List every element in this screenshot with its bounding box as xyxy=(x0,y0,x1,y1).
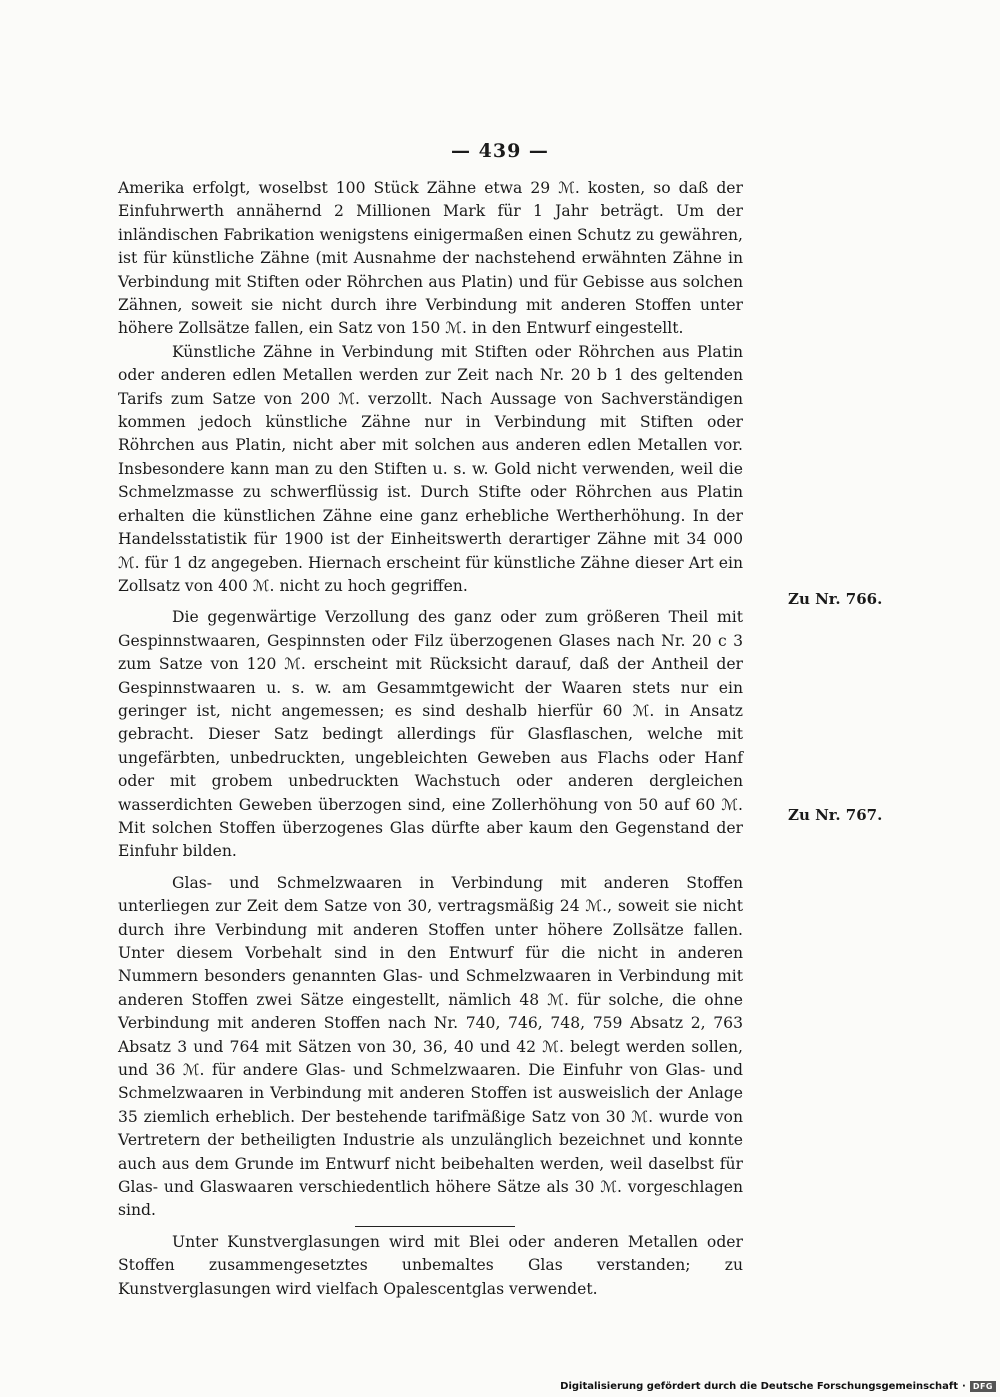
dfg-logo-icon: DFG xyxy=(970,1381,996,1392)
margin-note-767: Zu Nr. 767. xyxy=(788,806,883,824)
paragraph-4: Glas- und Schmelzwaaren in Verbindung mit anderen Stoffen unterliegen zur Zeit dem Satze von 30, vertragsmäßig 24 ℳ., soweit sie nicht durch ihre Verbindung mit anderen Stoffen unter höhere Zollsätze fallen. Unter diesem Vorbehalt sind in den Entwurf für die nicht in anderen Nummern besonders genannten Glas- und Schmelzwaaren in Verbindung mit anderen Stoffen zwei Sätze eingestellt, nämlich 48 ℳ. für solche, die ohne Verbindung mit anderen Stoffen nach Nr. 740, 746, 748, 759 Absatz 2, 763 Absatz 3 und 764 mit Sätzen von 30, 36, 40 und 42 ℳ. belegt werden sollen, und 36 ℳ. für andere Glas- und Schmelzwaaren. Die Einfuhr von Glas- und Schmelzwaaren in Verbindung mit anderen Stoffen ist ausweislich der Anlage 35 ziemlich erheblich. Der bestehende tarifmäßige Satz von 30 ℳ. wurde von Vertretern der betheiligten Industrie als unzulänglich bezeichnet und konnte auch aus dem Grunde im Entwurf nicht beibehalten werden, weil daselbst für Glas- und Glaswaaren verschiedentlich höhere Sätze als 30 ℳ. vorgeschlagen sind. xyxy=(118,873,743,1220)
section-divider xyxy=(355,1226,515,1227)
paragraph-1: Amerika erfolgt, woselbst 100 Stück Zähne etwa 29 ℳ. kosten, so daß der Einfuhrwerth annähernd 2 Millionen Mark für 1 Jahr beträgt. Um der inländischen Fabrikation wenigstens einigermaßen einen Schutz zu gewähren, ist für künstliche Zähne (mit Ausnahme der nachstehend erwähnten Zähne in Verbindung mit Stiften oder Röhrchen aus Platin) und für Gebisse aus solchen Zähnen, soweit sie nicht durch ihre Verbindung mit anderen Stoffen unter höhere Zollsätze fallen, ein Satz von 150 ℳ. in den Entwurf eingestellt. xyxy=(118,179,743,338)
footer xyxy=(560,1381,996,1392)
paragraph-3: Die gegenwärtige Verzollung des ganz oder zum größeren Theil mit Gespinnstwaaren, Gespinnsten oder Filz überzogenen Glases nach Nr. 20 c 3 zum Satze von 120 ℳ. erscheint mit Rücksicht darauf, daß der Antheil der Gespinnstwaaren u. s. w. am Gesammtgewicht der Waaren stets nur ein geringer ist, nicht angemessen; es sind deshalb hierfür 60 ℳ. in Ansatz gebracht. Dieser Satz bedingt allerdings für Glasflaschen, welche mit ungefärbten, unbedruckten, ungebleichten Geweben aus Flachs oder Hanf oder mit grobem unbedruckten Wachstuch oder anderen dergleichen wasserdichten Geweben überzogen sind, eine Zollerhöhung von 50 auf 60 ℳ. Mit solchen Stoffen überzogenes Glas dürfte aber kaum den Gegenstand der Einfuhr bilden. xyxy=(118,608,743,861)
paragraph-2: Künstliche Zähne in Verbindung mit Stiften oder Röhrchen aus Platin oder anderen edlen Metallen werden zur Zeit nach Nr. 20 b 1 des geltenden Tarifs zum Satze von 200 ℳ. verzollt. Nach Aussage von Sachverständigen kommen jedoch künstliche Zähne nur in Verbindung mit Stiften oder Röhrchen aus Platin, nicht aber mit solchen aus anderen edlen Metallen vor. Insbesondere kann man zu den Stiften u. s. w. Gold nicht verwenden, weil die Schmelzmasse zu schwerflüssig ist. Durch Stifte oder Röhrchen aus Platin erhalten die künstlichen Zähne eine ganz erhebliche Wertherhöhung. In der Handelsstatistik für 1900 ist der Einheitswerth derartiger Zähne mit 34 000 ℳ. für 1 dz angegeben. Hiernach erscheint für künstliche Zähne dieser Art ein Zollsatz von 400 ℳ. nicht zu hoch gegriffen. xyxy=(118,342,743,595)
paragraph-5: Unter Kunstverglasungen wird mit Blei oder anderen Metallen oder Stoffen zusammengesetztes unbemaltes Glas verstanden; zu Kunstverglasungen wird vielfach Opalescentglas verwendet. xyxy=(118,1232,743,1298)
main-text xyxy=(118,177,743,1301)
footer-text: Digitalisierung gefördert durch die Deutsche Forschungsgemeinschaft xyxy=(560,1381,959,1392)
margin-note-766: Zu Nr. 766. xyxy=(788,590,883,608)
page-number: — 439 — xyxy=(451,140,549,162)
footer-separator: · xyxy=(962,1381,966,1392)
